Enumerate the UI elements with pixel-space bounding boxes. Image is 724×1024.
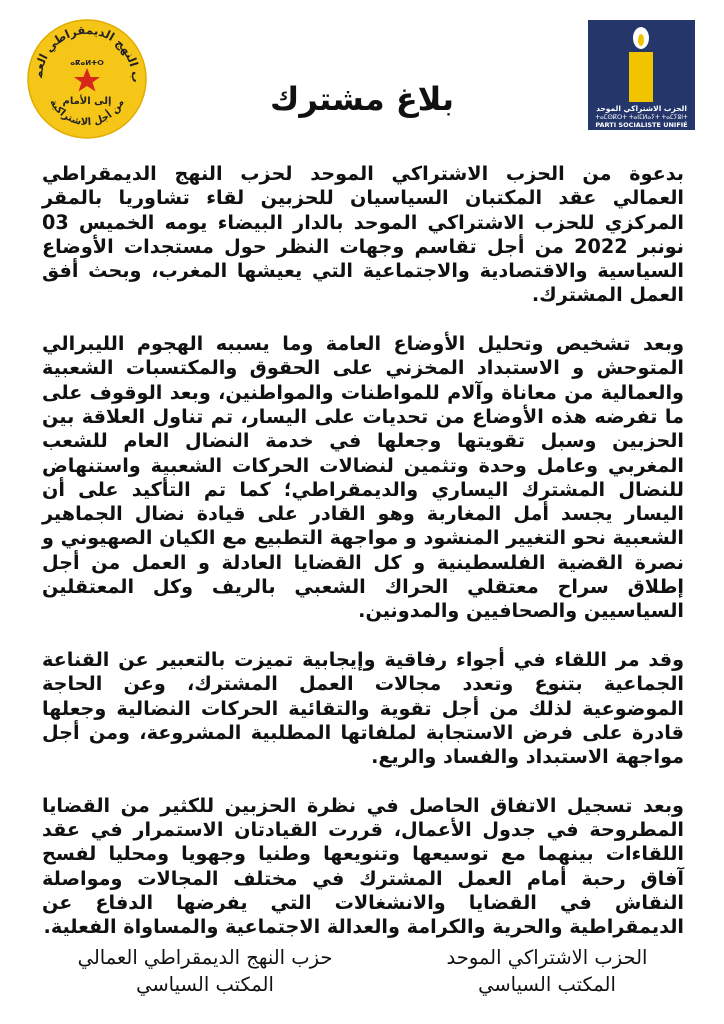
paragraph-4: وبعد تسجيل الاتفاق الحاصل في نظرة الحزبين للكثير من القضايا المطروحة في جدول الأعمال، قررت القيادتان الاستمرار في عقد اللقاءات بينهما مع توسيعها وتنويعها وطنيا وجهويا ومحليا لفسح آفاق رحبة أمام العمل المشترك في مختلف المجالات ومواصلة النقاش في القضايا والانشغالات التي يفرضها الدفاع عن الديمقراطية والحرية والكرامة والعدالة الاجتماعية والمساواة الفعلية. [42, 793, 684, 939]
signature-psu [432, 944, 662, 998]
signature-annahj-office: المكتب السياسي [136, 973, 274, 996]
annahj-logo-arc-text: ب النهج الديمقراطي العم [30, 22, 144, 83]
annahj-logo-motto2: من أجل الاشتراكية [47, 97, 127, 129]
psu-logo-name-fr: PARTI SOCIALISTE UNIFIÉ [595, 121, 688, 129]
psu-logo-name-ar: الحزب الاشتراكي الموحد [596, 104, 687, 113]
paragraph-3: وقد مر اللقاء في أجواء رفاقية وإيجابية تميزت بالتعبير عن القناعة الجماعية بتنوع وتعدد مجالات العمل المشترك، وعن الحاجة الموضوعية لذلك من أجل تقوية والتقائية الحركات النضالية وجعلها قادرة على فرض الاستجابة لملفاتها المطلبية المشروعة، ومن أجل مواجهة الاستبداد والفساد والريع. [42, 647, 684, 769]
annahj-logo-tifinagh: ⴰⴽⴰⵍⵜⵔ [70, 59, 104, 67]
signature-annahj-party: حزب النهج الديمقراطي العمالي [77, 946, 333, 969]
psu-logo-name-tz: ⵜⴰⵎⵙⴽⵔⵜ ⵜⴰⵏⵎⵍⴰⵢⵜ ⵜⴰⵎⵢⵓⵏⵜ [595, 114, 688, 121]
annahj-logo [26, 18, 148, 140]
annahj-logo-motto: إلى الأمام [62, 96, 112, 107]
annahj-emblem-icon [26, 18, 148, 140]
candle-icon [629, 52, 653, 102]
paragraph-1: بدعوة من الحزب الاشتراكي الموحد لحزب النهج الديمقراطي العمالي عقد المكتبان السياسيان للحزبين لقاء تشاوريا بالمقر المركزي للحزب الاشتراكي الموحد بالدار البيضاء يومه الخميس 03 نونبر 2022 من أجل تقاسم وجهات النظر حول مستجدات الأوضاع السياسية والاقتصادية والاجتماعية التي يعيشها المغرب، وبحث أفق العمل المشترك. [42, 162, 685, 307]
paragraph-2: وبعد تشخيص وتحليل الأوضاع العامة وما يسببه الهجوم الليبرالي المتوحش و الاستبداد المخزني على الحقوق والمكتسبات الشعبية والعمالية من معاناة وآلام للمواطنات والمواطنين، وبعد الوقوف على ما تفرضه هذه الأوضاع من تحديات على اليسار، تم تناول العلاقة بين الحزبين وسبل تقويتها وجعلها في خدمة النضال العام للشعب المغربي وعامل وحدة وتثمين لنضالات الحركات الشعبية واستنهاض للنضال المشترك اليساري والديمقراطي؛ كما تم التأكيد على أن اليسار يجسد أمل المغاربة وهو القادر على قيادة نضال الجماهير الشعبية نحو التغيير المنشود و مواجهة التطبيع مع الكيان الصهيوني و نصرة القضية الفلسطينية و كل القضايا العادلة و العمل من أجل إطلاق سراح معتقلي الحراك الشعبي بالريف وكل المعتقلين السياسيين والصحافيين والمدونين. [42, 332, 684, 623]
signature-annahj [60, 944, 350, 998]
signature-psu-office: المكتب السياسي [478, 973, 616, 996]
signature-psu-party: الحزب الاشتراكي الموحد [446, 946, 648, 969]
page-title: بلاغ مشترك [270, 80, 454, 118]
candle-flame-icon [632, 26, 650, 50]
psu-logo [588, 20, 695, 130]
statement-body [42, 162, 684, 964]
